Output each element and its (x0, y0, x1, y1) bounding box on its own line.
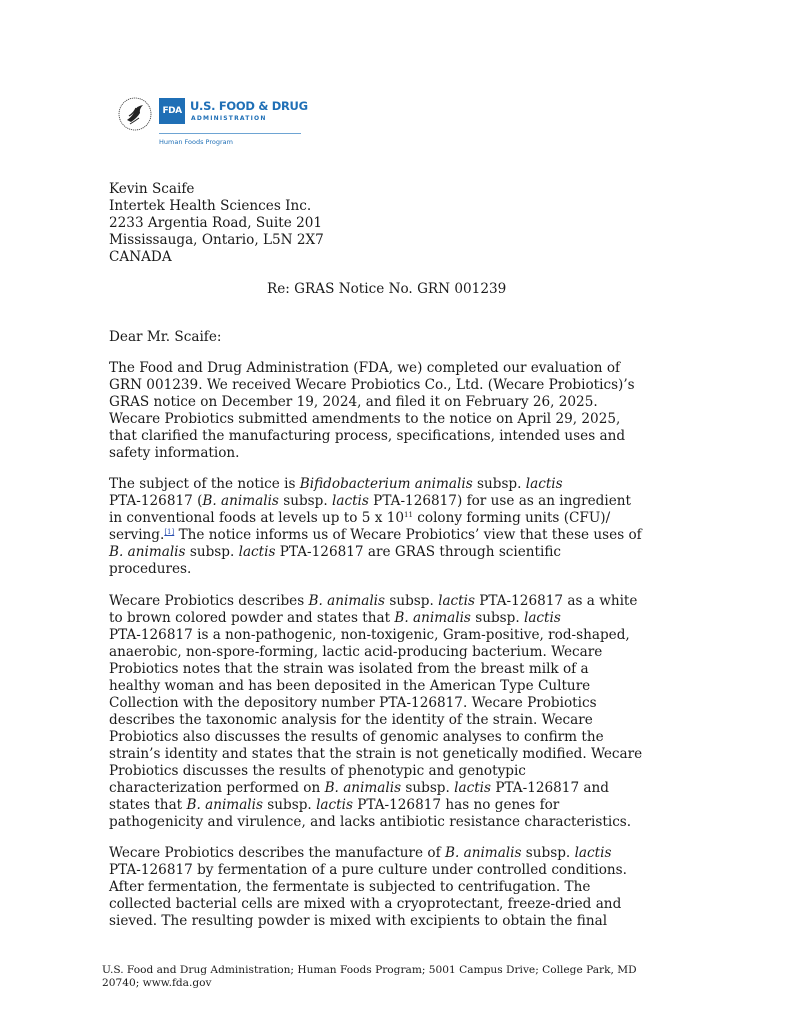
species-name: B. animalis (394, 610, 471, 626)
text-line: PTA-126817 is a non-pathogenic, non-toxigenic, Gram-positive, rod-shaped, (109, 627, 630, 643)
species-name: lactis (523, 610, 561, 626)
text: characterization performed on (109, 780, 325, 796)
text: PTA-126817 are GRAS through scientific (275, 544, 562, 560)
text: states that (109, 797, 187, 813)
text-line: safety information. (109, 445, 240, 461)
text: PTA-126817) for use as an ingredient (368, 493, 631, 509)
text-line (109, 510, 699, 527)
text-line (109, 797, 699, 814)
text-line: Probiotics also discusses the results of genomic analyses to confirm the (109, 729, 604, 745)
species-name: B. animalis (444, 845, 522, 861)
text-line (109, 610, 699, 627)
footer-line: U.S. Food and Drug Administration; Human Foods Program; 5001 Campus Drive; College Park, MD (102, 964, 637, 976)
fda-badge: FDA (159, 98, 185, 124)
text: Wecare Probiotics describes the manufacture of (109, 845, 445, 861)
agency-subtitle: ADMINISTRATION (191, 115, 267, 122)
text: subsp. (385, 593, 439, 609)
species-name: lactis (332, 493, 369, 509)
text: subsp. (262, 797, 317, 813)
paragraph-description (109, 593, 699, 831)
subject-line: Re: GRAS Notice No. GRN 001239 (267, 281, 507, 297)
text: serving. (109, 527, 165, 543)
address-line: Mississauga, Ontario, L5N 2X7 (109, 232, 324, 248)
text: PTA-126817 has no genes for (352, 797, 560, 813)
hhs-seal-icon (117, 96, 153, 132)
text: PTA-126817 as a white (474, 593, 638, 609)
species-name: Bifidobacterium animalis (299, 476, 473, 492)
text: Wecare Probiotics describes (109, 593, 309, 609)
text: The notice informs us of Wecare Probiotics’ view that these uses of (174, 527, 642, 543)
fda-logo (117, 96, 307, 150)
text-line (109, 527, 699, 544)
text-line: describes the taxonomic analysis for the identity of the strain. Wecare (109, 712, 593, 728)
text-line: strain’s identity and states that the strain is not genetically modified. Wecare (109, 746, 643, 762)
logo-divider (159, 133, 301, 134)
text-line (109, 593, 699, 610)
paragraph-evaluation (109, 360, 699, 462)
salutation: Dear Mr. Scaife: (109, 329, 222, 345)
species-name: lactis (454, 780, 492, 796)
species-name: lactis (316, 797, 353, 813)
text-line: sieved. The resulting powder is mixed with excipients to obtain the final (109, 913, 608, 929)
species-name: lactis (238, 544, 276, 560)
text-line: After fermentation, the fermentate is subjected to centrifugation. The (109, 879, 591, 895)
text-line: GRN 001239. We received Wecare Probiotics Co., Ltd. (Wecare Probiotics)’s (109, 377, 635, 393)
text-line: Collection with the depository number PTA-126817. Wecare Probiotics (109, 695, 597, 711)
text-line: pathogenicity and virulence, and lacks antibiotic resistance characteristics. (109, 814, 632, 830)
text: subsp. (472, 476, 526, 492)
recipient-address (109, 181, 324, 266)
text: subsp. (185, 544, 239, 560)
text: PTA-126817 and (491, 780, 609, 796)
text: subsp. (278, 493, 332, 509)
text-line: GRAS notice on December 19, 2024, and filed it on February 26, 2025. (109, 394, 598, 410)
text: subsp. (401, 780, 455, 796)
paragraph-manufacture (109, 845, 699, 930)
paragraph-subject (109, 476, 699, 578)
species-name: B. animalis (324, 780, 402, 796)
text-line (109, 845, 699, 862)
text-line: Wecare Probiotics submitted amendments to the notice on April 29, 2025, (109, 411, 621, 427)
species-name: B. animalis (202, 493, 279, 509)
address-line: CANADA (109, 249, 172, 265)
program-name: Human Foods Program (159, 138, 233, 146)
text: to brown colored powder and states that (109, 610, 395, 626)
address-line: 2233 Argentia Road, Suite 201 (109, 215, 323, 231)
text: PTA-126817 ( (109, 493, 203, 509)
text: subsp. (470, 610, 524, 626)
text-line (109, 476, 699, 493)
text-line (109, 493, 699, 510)
footnote-link[interactable]: [1] (164, 528, 175, 536)
species-name: B. animalis (186, 797, 263, 813)
species-name: lactis (574, 845, 612, 861)
text: subsp. (521, 845, 575, 861)
text-line: The Food and Drug Administration (FDA, we) completed our evaluation of (109, 360, 621, 376)
text-line: collected bacterial cells are mixed with a cryoprotectant, freeze-dried and (109, 896, 622, 912)
text-line: anaerobic, non-spore-forming, lactic acid-producing bacterium. Wecare (109, 644, 603, 660)
text-line: healthy woman and has been deposited in the American Type Culture (109, 678, 591, 694)
text: in conventional foods at levels up to 5 x 10 (109, 510, 405, 526)
text-line: Probiotics discusses the results of phenotypic and genotypic (109, 763, 526, 779)
text: colony forming units (CFU)/ (412, 510, 611, 526)
text-line: procedures. (109, 561, 192, 577)
address-line: Intertek Health Sciences Inc. (109, 198, 312, 214)
text: The subject of the notice is (109, 476, 300, 492)
text-line (109, 780, 699, 797)
address-line: Kevin Scaife (109, 181, 195, 197)
page-footer (102, 964, 637, 990)
text-line: Probiotics notes that the strain was isolated from the breast milk of a (109, 661, 589, 677)
species-name: lactis (438, 593, 475, 609)
species-name: B. animalis (308, 593, 386, 609)
agency-title: U.S. FOOD & DRUG (190, 99, 308, 113)
text-line (109, 544, 699, 561)
species-name: B. animalis (109, 544, 186, 560)
species-name: lactis (525, 476, 563, 492)
text-line: that clarified the manufacturing process, specifications, intended uses and (109, 428, 626, 444)
footer-line: 20740; www.fda.gov (102, 977, 212, 989)
text-line: PTA-126817 by fermentation of a pure culture under controlled conditions. (109, 862, 627, 878)
exponent: 11 (404, 511, 413, 519)
